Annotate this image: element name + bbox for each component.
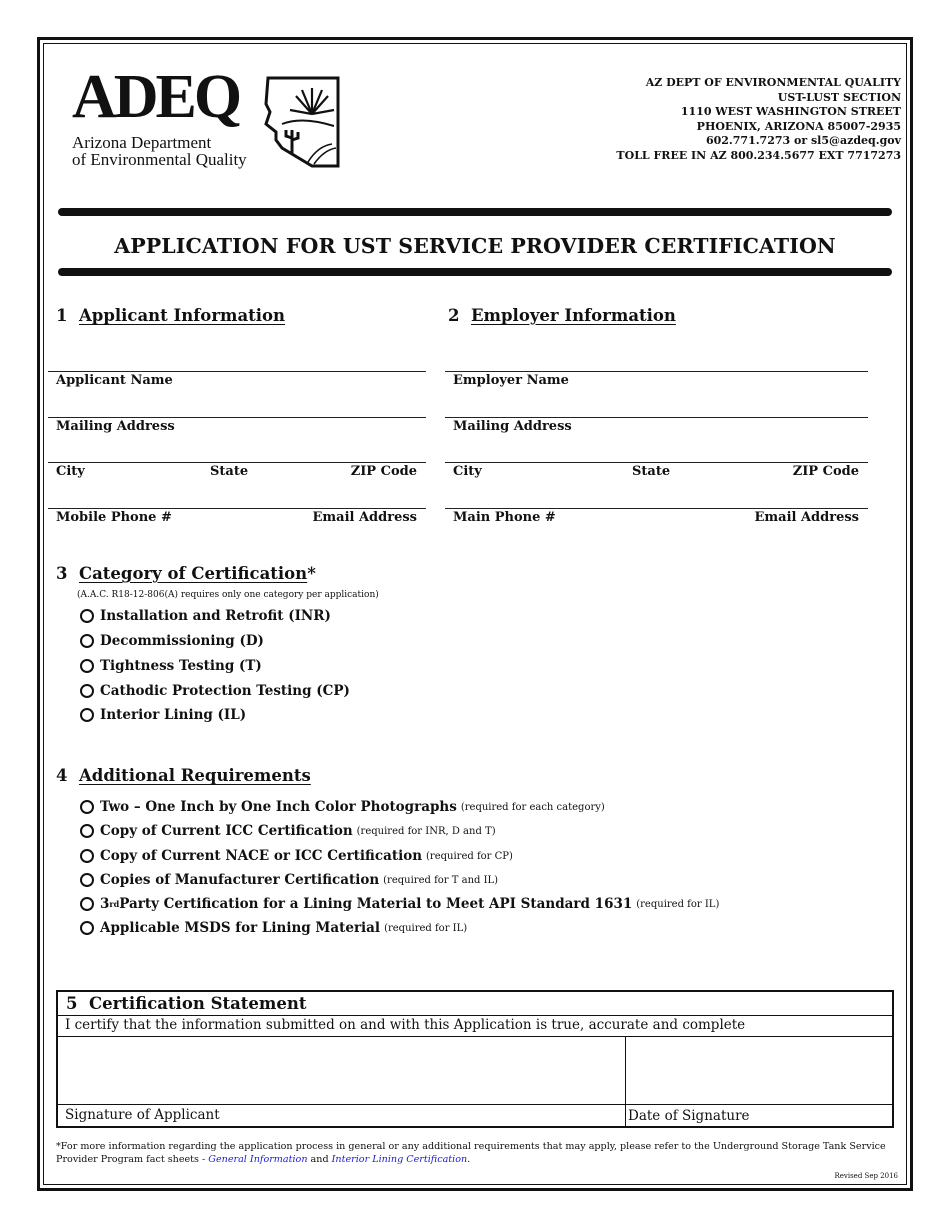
signature-line — [58, 1104, 892, 1105]
requirement-manufacturer-certification[interactable]: Copies of Manufacturer Certification (required for T and IL) — [80, 872, 498, 888]
category-option-d[interactable]: Decommissioning (D) — [80, 633, 264, 649]
radio-button-icon[interactable] — [80, 634, 94, 648]
title-rule-top — [58, 208, 892, 216]
employer-mailing-address-field[interactable] — [445, 417, 868, 418]
requirement-msds[interactable]: Applicable MSDS for Lining Material (required for IL) — [80, 920, 467, 936]
certification-heading-row — [58, 992, 892, 1016]
agency-address: AZ DEPT OF ENVIRONMENTAL QUALITY UST-LUST SECTION 1110 WEST WASHINGTON STREET PHOENIX, ARIZONA 85007-2935 602.771.7273 or sl5@azdeq.gov TOLL FREE IN AZ 800.234.5677 EXT 7717273 — [616, 76, 901, 162]
requirement-nace-icc-certification[interactable]: Copy of Current NACE or ICC Certification (required for CP) — [80, 848, 513, 864]
employer-name-label: Employer Name — [453, 373, 569, 388]
radio-button-icon[interactable] — [80, 897, 94, 911]
employer-mailing-address-label: Mailing Address — [453, 419, 572, 434]
signature-field[interactable] — [58, 1036, 625, 1104]
section-2-heading: 2 Employer Information — [448, 306, 676, 325]
radio-button-icon[interactable] — [80, 684, 94, 698]
radio-button-icon[interactable] — [80, 873, 94, 887]
applicant-zip-label: ZIP Code — [350, 464, 417, 479]
employer-city-state-zip-field[interactable] — [445, 462, 868, 463]
employer-zip-label: ZIP Code — [792, 464, 859, 479]
category-option-t[interactable]: Tightness Testing (T) — [80, 658, 262, 674]
applicant-city-state-zip-field[interactable] — [48, 462, 426, 463]
applicant-email-label: Email Address — [312, 510, 417, 525]
category-option-il[interactable]: Interior Lining (IL) — [80, 707, 246, 723]
applicant-mailing-address-label: Mailing Address — [56, 419, 175, 434]
applicant-name-field[interactable] — [48, 371, 426, 372]
logo-subtitle: Arizona Department of Environmental Quality — [72, 133, 247, 169]
certification-statement-row — [58, 1015, 892, 1037]
applicant-phone-email-field[interactable] — [48, 508, 426, 509]
general-information-link[interactable]: General Information — [208, 1154, 308, 1165]
form-title: APPLICATION FOR UST SERVICE PROVIDER CERTIFICATION — [114, 234, 836, 258]
radio-button-icon[interactable] — [80, 921, 94, 935]
applicant-name-label: Applicant Name — [56, 373, 173, 388]
certification-statement-box — [56, 990, 894, 1128]
radio-button-icon[interactable] — [80, 609, 94, 623]
category-option-inr[interactable]: Installation and Retrofit (INR) — [80, 608, 331, 624]
title-rule-bottom — [58, 268, 892, 276]
footer-note: *For more information regarding the application process in general or any additional requirements that may apply, please refer to the Underground Storage Tank Service Provider Program fact sheets - General Information and Interior Lining Certification. — [56, 1141, 886, 1165]
applicant-state-label: State — [210, 464, 249, 479]
radio-button-icon[interactable] — [80, 800, 94, 814]
requirement-lining-material-certification[interactable]: 3 rd Party Certification for a Lining Material to Meet API Standard 1631 (required for IL) — [80, 896, 719, 912]
category-note: (A.A.C. R18-12-806(A) requires only one category per application) — [77, 590, 379, 600]
section-1-heading: 1 Applicant Information — [56, 306, 286, 325]
employer-email-label: Email Address — [754, 510, 859, 525]
employer-state-label: State — [632, 464, 671, 479]
arizona-logo-icon — [262, 74, 342, 170]
revision-date: Revised Sep 2016 — [834, 1172, 898, 1180]
date-field[interactable] — [626, 1036, 892, 1104]
section-5-heading: 5 Certification Statement — [66, 994, 307, 1013]
signature-label: Signature of Applicant — [65, 1107, 220, 1123]
applicant-city-label: City — [56, 464, 85, 479]
section-3-heading: 3 Category of Certification* — [56, 564, 316, 583]
category-option-cp[interactable]: Cathodic Protection Testing (CP) — [80, 683, 350, 699]
requirement-icc-certification[interactable]: Copy of Current ICC Certification (required for INR, D and T) — [80, 823, 496, 839]
applicant-mailing-address-field[interactable] — [48, 417, 426, 418]
section-4-heading: 4 Additional Requirements — [56, 766, 311, 785]
employer-phone-label: Main Phone # — [453, 510, 556, 525]
logo-text: ADEQ — [72, 63, 240, 131]
interior-lining-certification-link[interactable]: Interior Lining Certification — [331, 1154, 468, 1165]
requirement-photographs[interactable]: Two – One Inch by One Inch Color Photographs (required for each category) — [80, 799, 605, 815]
employer-phone-email-field[interactable] — [445, 508, 868, 509]
radio-button-icon[interactable] — [80, 659, 94, 673]
radio-button-icon[interactable] — [80, 824, 94, 838]
date-label: Date of Signature — [628, 1108, 750, 1124]
radio-button-icon[interactable] — [80, 708, 94, 722]
certification-statement: I certify that the information submitted on and with this Application is true, accurate and complete — [65, 1017, 746, 1033]
radio-button-icon[interactable] — [80, 849, 94, 863]
employer-city-label: City — [453, 464, 482, 479]
applicant-phone-label: Mobile Phone # — [56, 510, 172, 525]
employer-name-field[interactable] — [445, 371, 868, 372]
